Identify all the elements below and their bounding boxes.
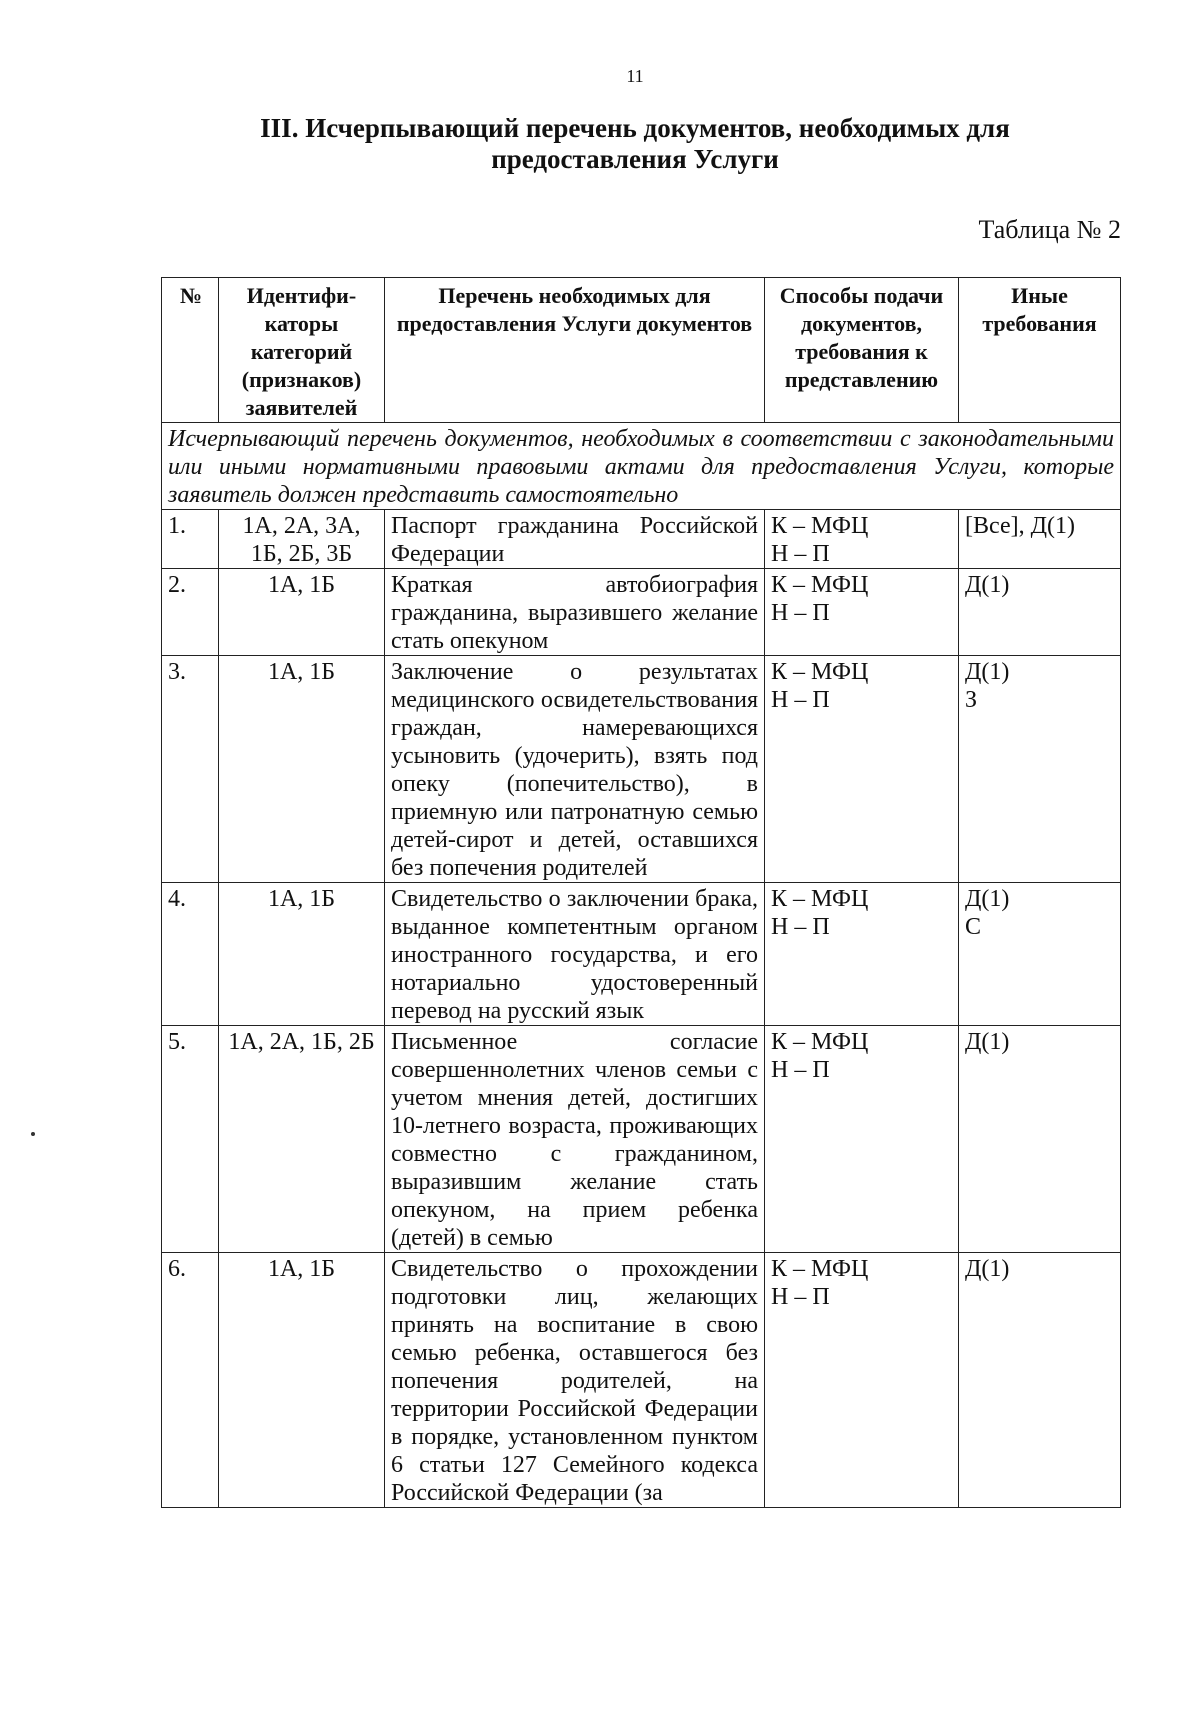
row-document: Краткая автобиография гражданина, выразившего желание стать опекуном: [385, 569, 765, 656]
row-document: Заключение о результатах медицинского освидетельствования граждан, намеревающихся усыновить (удочерить), взять под опеку (попечительство), в приемную или патронатную семью детей-сирот и детей, оставшихся без попечения родителей: [385, 656, 765, 883]
requirement-item: [Все], Д(1): [965, 513, 1075, 539]
row-requirements: [959, 1026, 1121, 1253]
table-row: [162, 510, 1121, 569]
row-requirements: [959, 883, 1121, 1026]
row-identifiers: 1А, 2А, 3А, 1Б, 2Б, 3Б: [219, 510, 385, 569]
row-methods: [765, 656, 959, 883]
row-requirements: [959, 569, 1121, 656]
row-requirements: [959, 510, 1121, 569]
method-item: Н – П: [771, 914, 830, 940]
method-item: Н – П: [771, 1284, 830, 1310]
header-requirements: Иные требования: [959, 278, 1121, 423]
documents-table: [161, 277, 1121, 1508]
table-row: [162, 569, 1121, 656]
row-identifiers: 1А, 2А, 1Б, 2Б: [219, 1026, 385, 1253]
header-number: №: [162, 278, 219, 423]
heading-line-1: III. Исчерпывающий перечень документов, необходимых для: [260, 113, 1010, 143]
row-methods: [765, 510, 959, 569]
requirement-item: Д(1): [965, 886, 1010, 912]
row-requirements: [959, 1253, 1121, 1508]
table-caption: Таблица № 2: [978, 215, 1121, 244]
method-item: Н – П: [771, 600, 830, 626]
method-item: К – МФЦ: [771, 513, 869, 539]
heading-line-2: предоставления Услуги: [491, 144, 779, 174]
row-document: Свидетельство о прохождении подготовки лиц, желающих принять на воспитание в свою семью ребенка, оставшегося без попечения родителей, на территории Российской Федерации в порядке, установленном пунктом 6 статьи 127 Семейного кодекса Российской Федерации (за: [385, 1253, 765, 1508]
requirement-item: Д(1): [965, 572, 1010, 598]
row-number: 5.: [162, 1026, 219, 1253]
header-methods: Способы подачи документов, требования к представлению: [765, 278, 959, 423]
page-number: 11: [626, 66, 644, 86]
table-row: [162, 656, 1121, 883]
row-identifiers: 1А, 1Б: [219, 883, 385, 1026]
row-number: 4.: [162, 883, 219, 1026]
requirement-item: Д(1): [965, 1256, 1010, 1282]
table-row: [162, 883, 1121, 1026]
table-row: [162, 1026, 1121, 1253]
row-methods: [765, 883, 959, 1026]
method-item: К – МФЦ: [771, 572, 869, 598]
row-document: Свидетельство о заключении брака, выданное компетентным органом иностранного государства, и его нотариально удостоверенный перевод на русский язык: [385, 883, 765, 1026]
table-row: [162, 1253, 1121, 1508]
table-header-row: [162, 278, 1121, 423]
section-title: Исчерпывающий перечень документов, необходимых в соответствии с законодательными или иными нормативными правовыми актами для предоставления Услуги, которые заявитель должен представить самостоятельно: [162, 423, 1121, 510]
row-document: Письменное согласие совершеннолетних членов семьи с учетом мнения детей, достигших 10-летнего возраста, проживающих совместно с гражданином, выразившим желание стать опекуном, на прием ребенка (детей) в семью: [385, 1026, 765, 1253]
row-methods: [765, 1026, 959, 1253]
row-number: 1.: [162, 510, 219, 569]
row-identifiers: 1А, 1Б: [219, 569, 385, 656]
header-identifiers: Идентифи-каторы категорий (признаков) заявителей: [219, 278, 385, 423]
row-document: Паспорт гражданина Российской Федерации: [385, 510, 765, 569]
section-heading: [0, 113, 1200, 175]
row-requirements: [959, 656, 1121, 883]
method-item: Н – П: [771, 687, 830, 713]
requirement-item: Д(1): [965, 1029, 1010, 1055]
row-number: 6.: [162, 1253, 219, 1508]
requirement-item: С: [965, 914, 982, 940]
row-number: 2.: [162, 569, 219, 656]
method-item: К – МФЦ: [771, 1029, 869, 1055]
section-row: [162, 423, 1121, 510]
row-number: 3.: [162, 656, 219, 883]
row-identifiers: 1А, 1Б: [219, 1253, 385, 1508]
method-item: К – МФЦ: [771, 886, 869, 912]
method-item: Н – П: [771, 1057, 830, 1083]
row-methods: [765, 1253, 959, 1508]
header-documents: Перечень необходимых для предоставления Услуги документов: [385, 278, 765, 423]
method-item: Н – П: [771, 541, 830, 567]
scan-dot-mark: [31, 1132, 35, 1136]
method-item: К – МФЦ: [771, 1256, 869, 1282]
requirement-item: Д(1): [965, 659, 1010, 685]
row-identifiers: 1А, 1Б: [219, 656, 385, 883]
method-item: К – МФЦ: [771, 659, 869, 685]
row-methods: [765, 569, 959, 656]
requirement-item: З: [965, 687, 978, 713]
